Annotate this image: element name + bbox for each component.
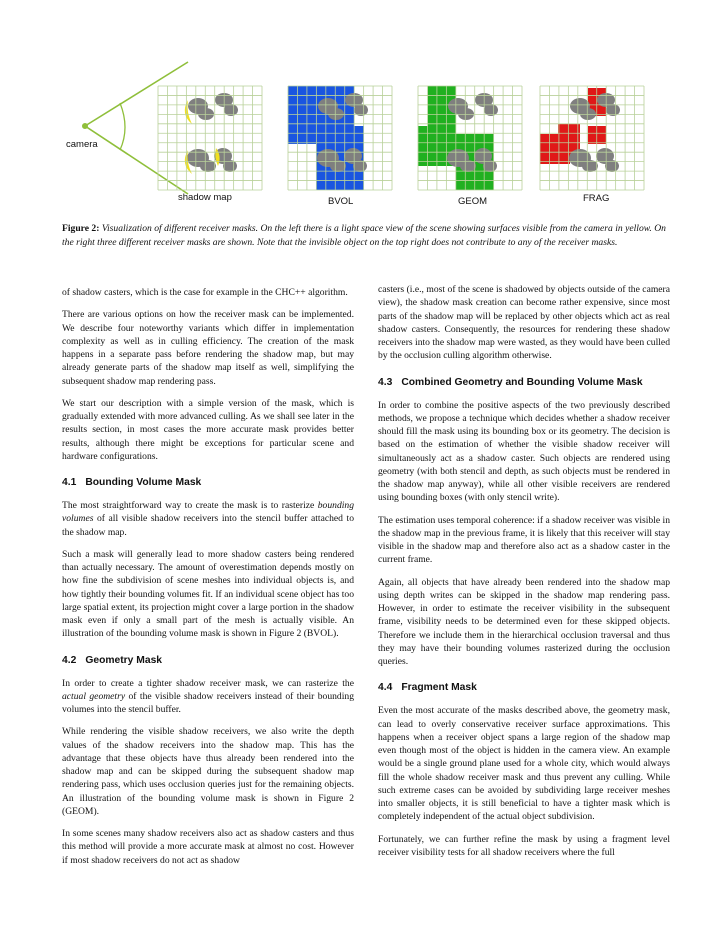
camera-icon [82, 123, 88, 129]
text-run: of the visible shadow receivers instead of their bounding volumes into the stencil buffer. [62, 690, 354, 715]
paragraph: Such a mask will generally lead to more shadow casters being rendered than actually necessary. The amount of overestimation depends mostly on how fine the subdivision of scene meshes into individual objects is, and how tightly their bounding volumes fit. If an individual scene object has too large spatial extent, its projection might cover a large portion in the shadow mask even if only a small part of the mesh is actually visible. An illustration of the bounding volume mask is shown in Figure 2 (BVOL). [62, 548, 354, 640]
figure-2-illustration [58, 56, 670, 216]
section-number: 4.2 [62, 654, 77, 666]
section-number: 4.4 [378, 682, 393, 694]
emphasis: bounding volumes [62, 500, 354, 525]
right-column [378, 283, 670, 868]
frag-label: FRAG [583, 193, 610, 204]
paragraph: While rendering the visible shadow receivers, we also write the depth values of the shadow receivers into the shadow map. This has the advantage that these objects have thus already been rendered into the shadow map and can be skipped during the subsequent shadow map rendering pass, which uses occlusion queries just for the remaining objects. An illustration of the bounding volume mask is shown in Figure 2 (GEOM). [62, 726, 354, 817]
section-title: Combined Geometry and Bounding Volume Mask [401, 376, 643, 388]
caption-text: Visualization of different receiver masks. On the left there is a light space view of the scene showing surfaces visible from the camera in yellow. On the right three different receiver masks are shown. Note that the invisible object on the top right does not contribute to any of the receiver masks. [62, 223, 666, 248]
left-column [62, 286, 354, 876]
section-heading-4-3 [378, 377, 670, 389]
shadow-map-label: shadow map [178, 192, 232, 203]
paragraph: Fortunately, we can further refine the mask by using a fragment level receiver visibility tests for all shadow receivers where the full [378, 833, 670, 858]
figure-2 [58, 56, 670, 216]
section-title: Fragment Mask [401, 682, 477, 694]
paragraph: of shadow casters, which is the case for example in the CHC++ algorithm. [62, 287, 348, 298]
paragraph: There are various options on how the receiver mask can be implemented. We describe four noteworthy variants which differ in implementation complexity as well as in culling efficiency. The creation of the mask happens in a separate pass before rendering the shadow map, but may already generate parts of the shadow map itself as well, simplifying the subsequent shadow map rendering pass. [62, 309, 354, 387]
frag-mask-panel [540, 86, 644, 190]
paragraph: The estimation uses temporal coherence: if a shadow receiver was visible in the shadow map in the previous frame, it is likely that this receiver will stay visible in the shadow map and therefore also act as a shadow caster in the current frame. [378, 514, 670, 566]
bvol-label: BVOL [328, 196, 354, 207]
paragraph [62, 677, 354, 717]
text-run: In order to create a tighter shadow receiver mask, we can rasterize the [62, 677, 354, 689]
camera-frustum [82, 62, 188, 194]
bvol-mask-panel [288, 86, 392, 190]
section-heading-4-4 [378, 682, 670, 694]
section-title: Bounding Volume Mask [85, 477, 202, 488]
figure-caption [62, 222, 666, 249]
emphasis: actual geometry [62, 690, 126, 702]
section-heading-4-1 [62, 477, 354, 489]
paragraph: casters (i.e., most of the scene is shadowed by objects outside of the camera view), the shadow mask creation can become rather expensive, since most parts of the shadow map will be replaced by other objects which act as real shadow casters. Consequently, the resources for rendering these shadow receivers into the shadow map were wasted, as they would have been culled by the occlusion culling algorithm otherwise. [378, 284, 670, 362]
section-number: 4.1 [62, 477, 77, 488]
section-heading-4-2 [62, 655, 354, 667]
shadow-map-panel [158, 86, 262, 190]
camera-label: camera [66, 139, 98, 150]
section-title: Geometry Mask [85, 654, 163, 666]
geom-mask-panel [418, 86, 522, 190]
geom-label: GEOM [458, 196, 488, 207]
paragraph: We start our description with a simple version of the mask, which is gradually extended with more advanced culling. As we shall see later in the results section, in most cases the more accurate mask provides better results, although there might be exceptions for particular scene and hardware configurations. [62, 397, 354, 462]
paragraph: Again, all objects that have already been rendered into the shadow map using depth writes can be skipped in the shadow map rendering pass. However, in order to estimate the receiver visibility in the subsequent frame, visibility needs to be determined even for these skipped objects. Therefore we include them in the hierarchical occlusion traversal and thus they may have their bounding volumes rasterized during the occlusion queries. [378, 576, 670, 667]
text-run: of all visible shadow receivers into the stencil buffer attached to the shadow map. [62, 513, 354, 538]
text-run: The most straightforward way to create the mask is to rasterize [62, 500, 318, 511]
paragraph [62, 499, 354, 539]
paragraph: In some scenes many shadow receivers also act as shadow casters and thus this method will provide a more accurate mask at almost no cost. However if most shadow receivers do not act as shadow [62, 828, 354, 866]
paragraph: Even the most accurate of the masks described above, the geometry mask, can lead to overly conservative receiver surface approximations. This happens when a receiver object spans a large region of the shadow map even though most of the object is hidden in the camera view. An example would be a single ground plane used for a whole city, which would always fill the whole shadow receiver mask and thus prevent any culling. While such extreme cases can be avoided by subdividing large receiver meshes into smaller objects, it is still beneficial to have a tighter mask which is completely independent of the actual object subdivision. [378, 705, 670, 823]
paragraph: In order to combine the positive aspects of the two previously described methods, we propose a technique which decides whether a shadow receiver should fill the mask using its bounding box or its geometry. The decision is based on the estimation of whether the visible shadow receiver will simultaneously act as a shadow caster. Such objects are rendered using geometry (with both stencil and depth, as such objects must be rendered in the shadow map anyway), while all other visible receivers are rendered using bounding boxes (with only stencil write). [378, 399, 670, 504]
section-number: 4.3 [378, 376, 393, 388]
grid-lines [158, 86, 262, 190]
caption-label: Figure 2: [62, 223, 100, 234]
